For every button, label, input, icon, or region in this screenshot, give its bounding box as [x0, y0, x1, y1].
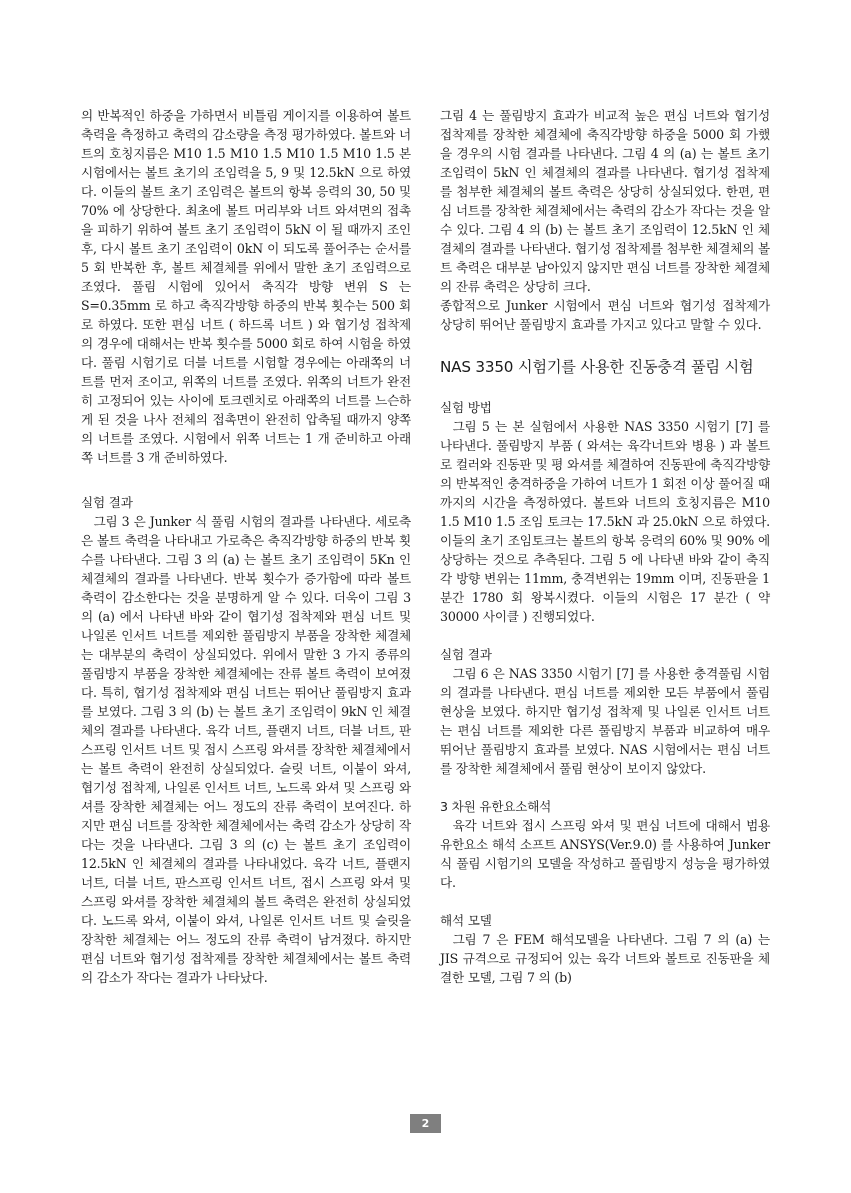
model-heading: 해석 모델	[440, 913, 492, 928]
results-heading-right: 실험 결과	[440, 647, 492, 662]
results-heading-left: 실험 결과	[81, 495, 133, 510]
method-heading: 실험 방법	[440, 400, 492, 415]
page-number: 2	[410, 1114, 441, 1133]
fea-paragraph: 육각 너트와 접시 스프링 와셔 및 편심 너트에 대해서 범용 유한요소 해석 소프트 ANSYS(Ver.9.0) 를 사용하여 Junker 식 풀림 시험기의 모델을 작성하고 풀림방지 성능을 평가하였다.	[440, 818, 770, 890]
right-column	[440, 106, 770, 987]
nas-section-heading: NAS 3350 시험기를 사용한 진동충격 풀림 시험	[440, 358, 754, 376]
left-column	[81, 106, 411, 987]
fea-heading: 3 차원 유한요소해석	[440, 799, 552, 814]
junker-results-paragraph: 그림 3 은 Junker 식 풀림 시험의 결과를 나타낸다. 세로축은 볼트 축력을 나타내고 가로축은 축직각방향 하중의 반복 횟수를 나타낸다. 그림 3 의 (a) 는 볼트 초기 조임력이 5Kn 인 체결체의 결과를 나타낸다. 반복 횟수가 증가함에 따라 볼트 축력이 감소한다는 것을 분명하게 알 수 있다. 더욱이 그림 3 의 (a) 에서 나타낸 바와 같이 협기성 접착제와 편심 너트 및 나일론 인서트 너트를 제외한 풀림방지 부품을 장착한 체결체는 대부분의 축력이 상실되었다. 위에서 말한 3 가지 종류의 풀림방지 부품을 장착한 체결체에는 잔류 볼트 축력이 보여졌다. 특히, 협기성 접착제와 편심 너트는 뛰어난 풀림방지 효과를 보였다. 그림 3 의 (b) 는 볼트 초기 조임력이 9kN 인 체결체의 결과를 나타낸다. 육각 너트, 플랜지 너트, 더블 너트, 판스프링 인서트 너트 및 접시 스프링 와셔를 장착한 체결체에서는 볼트 축력이 완전히 상실되었다. 슬릿 너트, 이붙이 와셔, 협기성 접착제, 나일론 인서트 너트, 노드록 와셔 및 스프링 와셔를 장착한 체결체는 어느 정도의 잔류 축력이 보여진다. 하지만 편심 너트를 장착한 체결체에서는 축력 감소가 상당히 작다는 것을 나타낸다. 그림 3 의 (c) 는 볼트 초기 조임력이 12.5kN 인 체결체의 결과를 나타내었다. 육각 너트, 플랜지 너트, 더블 너트, 판스프링 인서트 너트, 접시 스프링 와셔 및 스프링 와셔를 장착한 체결체의 볼트 축력은 완전히 상실되었다. 노드록 와셔, 이붙이 와셔, 나일론 인서트 너트 및 슬릿을 장착한 체결체는 어느 정도의 잔류 축력이 남겨졌다. 하지만 편심 너트와 협기성 접착제를 장착한 체결체에서는 볼트 축력의 감소가 작다는 결과가 나타났다.	[81, 514, 411, 985]
summary-paragraph: 종합적으로 Junker 시험에서 편심 너트와 협기성 접착제가 상당히 뛰어난 풀림방지 효과를 가지고 있다고 말할 수 있다.	[440, 298, 770, 332]
nas-results-paragraph: 그림 6 은 NAS 3350 시험기 [7] 를 사용한 충격풀림 시험의 결과를 나타낸다. 편심 너트를 제외한 모든 부품에서 풀림 현상을 보였다. 하지만 협기성 접착제 및 나일론 인서트 너트는 편심 너트를 제외한 다른 풀림방지 부품과 비교하여 매우 뛰어난 풀림방지 효과를 보였다. NAS 시험에서는 편심 너트를 장착한 체결체에서 풀림 현상이 보이지 않았다.	[440, 666, 770, 776]
model-paragraph: 그림 7 은 FEM 해석모델을 나타낸다. 그림 7 의 (a) 는 JIS 규격으로 규정되어 있는 육각 너트와 볼트로 진동판을 체결한 모델, 그림 7 의 (b)	[440, 932, 770, 985]
fig4-paragraph: 그림 4 는 풀림방지 효과가 비교적 높은 편심 너트와 협기성 접착제를 장착한 체결체에 축직각방향 하중을 5000 회 가했을 경우의 시험 결과를 나타낸다. 그림 4 의 (a) 는 볼트 초기 조임력이 5kN 인 체결체의 결과를 나타낸다. 협기성 접착제를 첨부한 체결체의 볼트 축력은 상당히 상실되었다. 한편, 편심 너트를 장착한 체결체에서는 축력의 감소가 작다는 것을 알 수 있다. 그림 4 의 (b) 는 볼트 초기 조임력이 12.5kN 인 체결체의 결과를 나타낸다. 협기성 접착제를 첨부한 체결체의 볼트 축력은 대부분 남아있지 않지만 편심 너트를 장착한 체결체의 잔류 축력은 상당히 크다.	[440, 108, 770, 294]
intro-paragraph: 의 반복적인 하중을 가하면서 비틀림 게이지를 이용하여 볼트 축력을 측정하고 축력의 감소량을 측정 평가하였다. 볼트와 너트의 호칭지름은 M10 1.5 M10 1.5 M10 1.5 M10 1.5 본 시험에서는 볼트 초기의 조임력을 5, 9 및 12.5kN 으로 하였다. 이들의 볼트 초기 조임력은 볼트의 항복 응력의 30, 50 및 70% 에 상당한다. 최초에 볼트 머리부와 너트 와셔면의 접촉을 피하기 위하여 볼트 초기 조임력이 5kN 이 될 때까지 조인 후, 다시 볼트 초기 조임력이 0kN 이 되도록 풀어주는 순서를 5 회 반복한 후, 볼트 체결체를 위에서 말한 초기 조임력으로 조였다. 풀림 시험에 있어서 축직각 방향 변위 S 는 S=0.35mm 로 하고 축직각방향 하중의 반복 횟수는 500 회로 하였다. 또한 편심 너트 ( 하드록 너트 ) 와 협기성 접착제의 경우에 대해서는 반복 횟수를 5000 회로 하여 시험을 하였다. 풀림 시험기로 더블 너트를 시험할 경우에는 아래쪽의 너트를 먼저 조이고, 위쪽의 너트를 조였다. 위쪽의 너트가 완전히 고정되어 있는 사이에 토크렌치로 아래쪽의 너트를 느슨하게 된 것을 나사 전체의 접촉면이 완전히 압축될 때까지 양쪽의 너트를 조였다. 시험에서 위쪽 너트는 1 개 준비하고 아래쪽 너트를 3 개 준비하였다.	[81, 108, 411, 465]
method-paragraph: 그림 5 는 본 실험에서 사용한 NAS 3350 시험기 [7] 를 나타낸다. 풀림방지 부품 ( 와셔는 육각너트와 병용 ) 과 볼트로 컬러와 진동판 및 평 와셔를 체결하여 진동판에 축직각방향의 반복적인 충격하중을 가하여 너트가 1 회전 이상 풀어질 때까지의 시간을 측정하였다. 볼트와 너트의 호칭지름은 M10 1.5 M10 1.5 조임 토크는 17.5kN 과 25.0kN 으로 하였다. 이들의 초기 조임토크는 볼트의 항복 응력의 60% 및 90% 에 상당하는 것으로 추측된다. 그림 5 에 나타낸 바와 같이 축직각 방향 변위는 11mm, 충격변위는 19mm 이며, 진동판을 1 분간 1780 회 왕복시켰다. 이들의 시험은 17 분간 ( 약 30000 사이클 ) 진행되었다.	[440, 419, 770, 624]
